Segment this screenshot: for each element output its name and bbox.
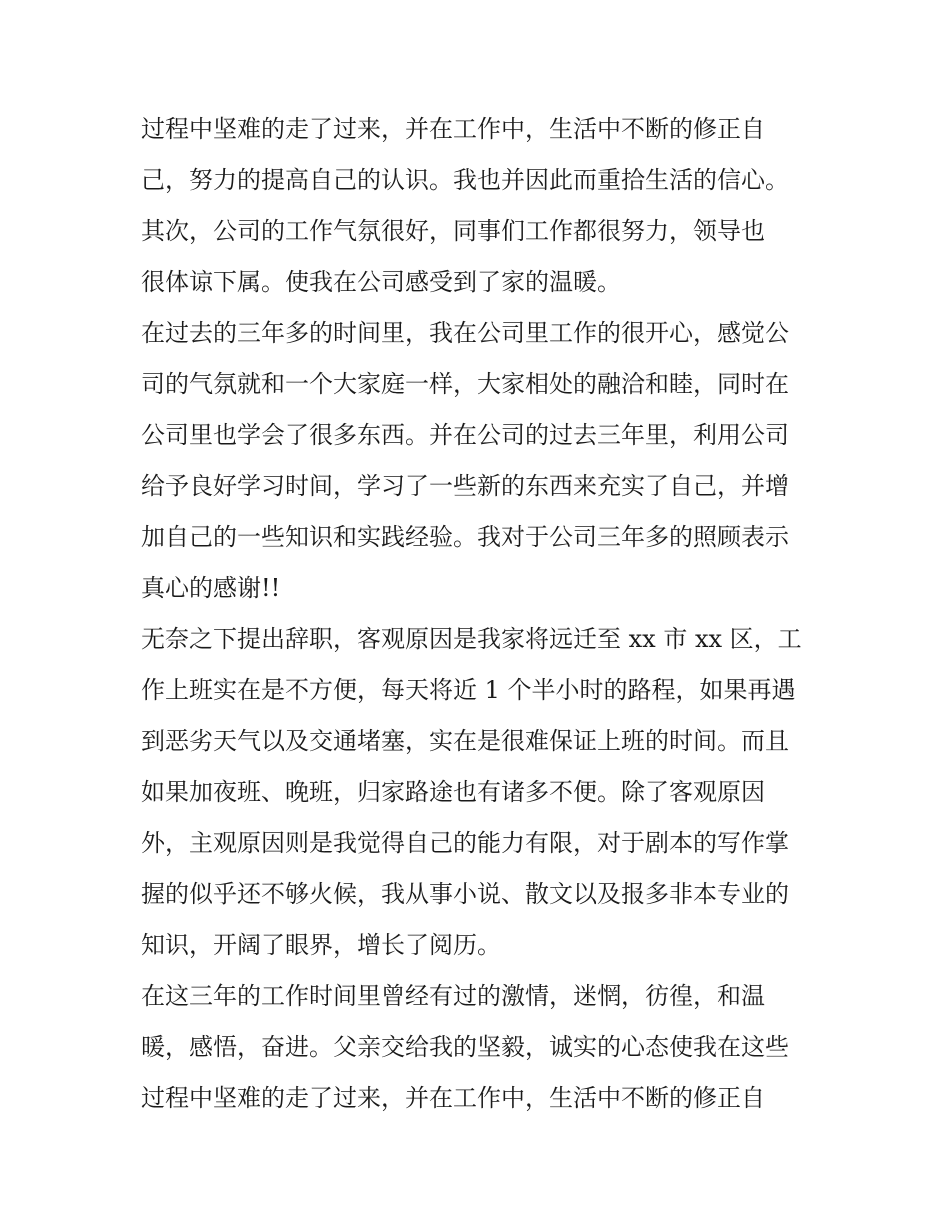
text-line: 暖，感悟，奋进。父亲交给我的坚毅，诚实的心态使我在这些	[141, 1033, 789, 1061]
text-line: 在过去的三年多的时间里，我在公司里工作的很开心，感觉公	[141, 319, 789, 347]
text-line: 其次，公司的工作气氛很好，同事们工作都很努力，领导也	[141, 217, 765, 245]
text-line: 到恶劣天气以及交通堵塞，实在是很难保证上班的时间。而且	[141, 727, 789, 755]
text-line: 如果加夜班、晚班，归家路途也有诸多不便。除了客观原因	[141, 778, 765, 806]
text-line: 在这三年的工作时间里曾经有过的激情，迷惘，彷徨，和温	[141, 982, 765, 1010]
text-line: 公司里也学会了很多东西。并在公司的过去三年里，利用公司	[141, 421, 789, 449]
text-line: 很体谅下属。使我在公司感受到了家的温暖。	[141, 268, 621, 296]
text-line: 司的气氛就和一个大家庭一样，大家相处的融洽和睦，同时在	[141, 370, 789, 398]
text-line: 作上班实在是不方便，每天将近 1 个半小时的路程，如果再遇	[141, 676, 796, 704]
text-line: 握的似乎还不够火候，我从事小说、散文以及报多非本专业的	[141, 880, 789, 908]
text-line: 外，主观原因则是我觉得自己的能力有限，对于剧本的写作掌	[141, 829, 789, 857]
text-line: 加自己的一些知识和实践经验。我对于公司三年多的照顾表示	[141, 523, 789, 551]
text-line: 知识，开阔了眼界，增长了阅历。	[141, 931, 501, 959]
text-line: 给予良好学习时间，学习了一些新的东西来充实了自己，并增	[141, 472, 789, 500]
text-line: 无奈之下提出辞职，客观原因是我家将远迁至 xx 市 xx 区，工	[141, 625, 802, 653]
text-line: 真心的感谢!!	[141, 574, 281, 602]
text-line: 过程中坚难的走了过来，并在工作中，生活中不断的修正自	[141, 1084, 765, 1112]
body-text	[141, 104, 813, 1124]
text-line: 己，努力的提高自己的认识。我也并因此而重拾生活的信心。	[141, 166, 789, 194]
text-line: 过程中坚难的走了过来，并在工作中，生活中不断的修正自	[141, 115, 765, 143]
